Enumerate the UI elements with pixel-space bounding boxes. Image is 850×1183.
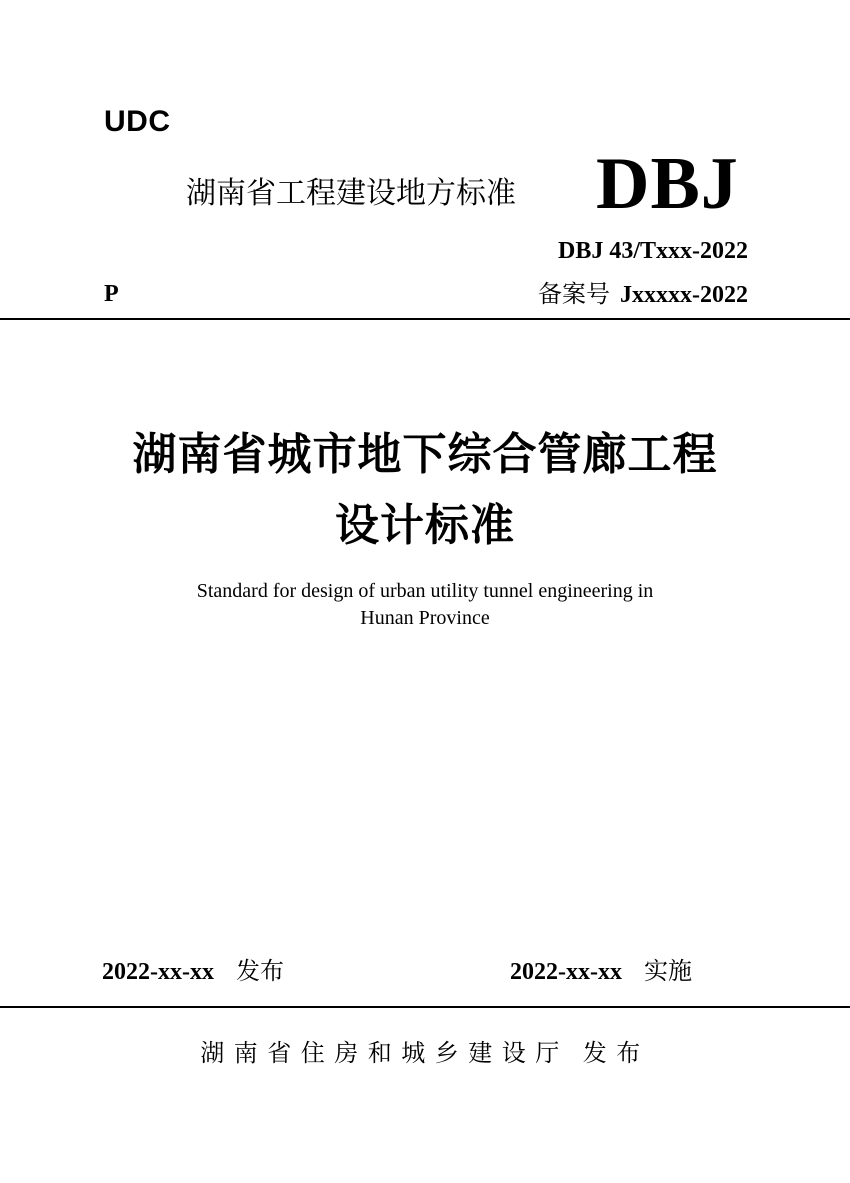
bottom-divider xyxy=(0,1006,850,1008)
publish-date-label: 发布 xyxy=(235,957,284,985)
standard-number: DBJ 43/Txxx-2022 xyxy=(557,238,748,264)
issuing-authority xyxy=(0,1037,850,1069)
publish-date-value: 2022-xx-xx xyxy=(102,959,214,985)
implement-date-value: 2022-xx-xx xyxy=(510,959,622,985)
record-value: Jxxxxx-2022 xyxy=(620,282,748,308)
publish-date xyxy=(102,955,284,988)
document-title-line-1: 湖南省城市地下综合管廊工程 xyxy=(132,429,718,480)
implement-date xyxy=(510,955,692,988)
series-code: DBJ xyxy=(596,143,739,225)
top-divider xyxy=(0,318,850,320)
english-title-line-2: Hunan Province xyxy=(360,607,490,629)
classification-code: P xyxy=(104,281,119,307)
issuer-organization: 湖南省住房和城乡建设厅 xyxy=(200,1039,569,1067)
standard-category: 湖南省工程建设地方标准 xyxy=(186,176,516,211)
english-title-line-1: Standard for design of urban utility tunnel engineering in xyxy=(196,580,654,602)
implement-date-label: 实施 xyxy=(643,957,692,985)
udc-label: UDC xyxy=(104,105,171,138)
issuer-action: 发布 xyxy=(582,1039,650,1067)
document-title-line-2: 设计标准 xyxy=(335,500,515,551)
record-number xyxy=(538,279,748,310)
record-label: 备案号 xyxy=(538,280,610,308)
